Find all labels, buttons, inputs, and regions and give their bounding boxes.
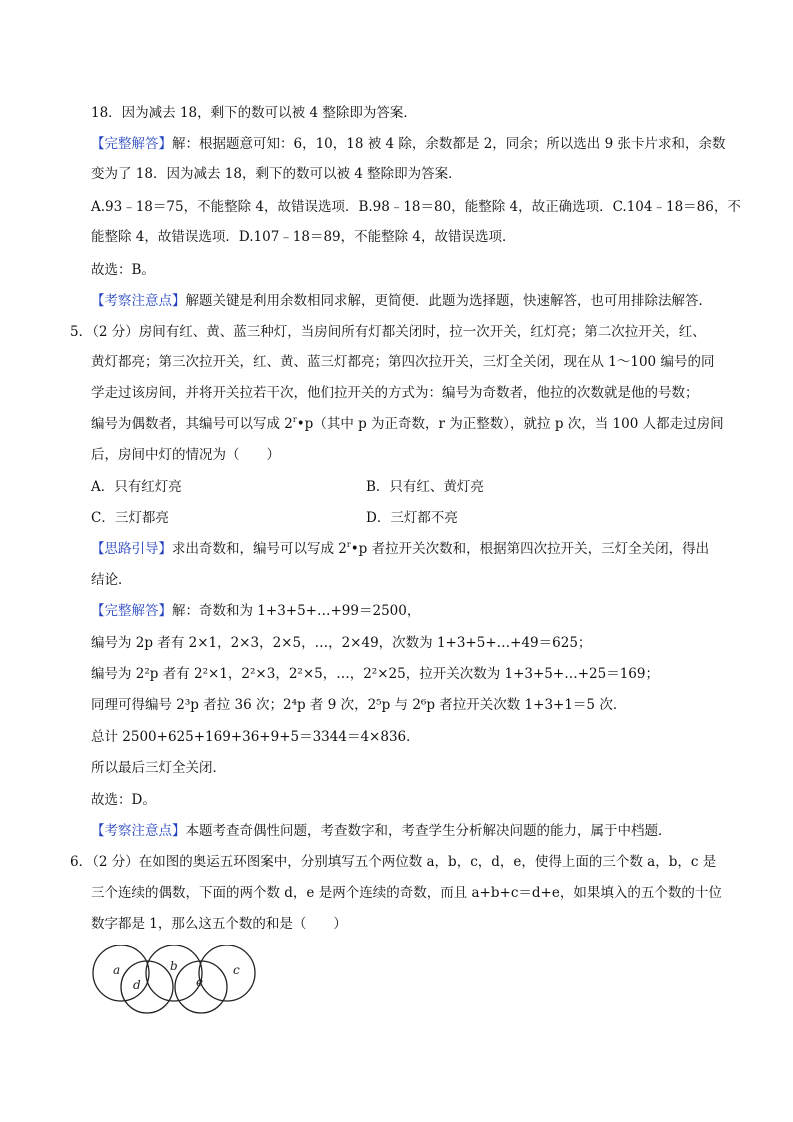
ring-b [146, 945, 202, 1001]
q5-stem-2: 黄灯都亮；第三次拉开关，红、黄、蓝三灯都亮；第四次拉开关，三灯全关闭，现在从 1～100 编号的同 [91, 354, 715, 370]
note-tag: 【考察注意点】 [91, 823, 186, 839]
ring-label-b: b [170, 959, 178, 973]
q5-stem-4 [91, 414, 724, 434]
q4-choice: 故选：B。 [91, 262, 155, 278]
q5-note [91, 821, 672, 841]
q5-answer-1 [91, 601, 420, 621]
q5-answer-6: 所以最后三灯全关闭． [91, 760, 226, 776]
note-tag: 【考察注意点】 [91, 293, 186, 309]
q4-answer-line-2: 变为了 18．因为减去 18，剩下的数可以被 4 整除即为答案． [91, 166, 462, 182]
q5-stem-1: 5．（2 分）房间有红、黄、蓝三种灯，当房间所有灯都关闭时，拉一次开关，红灯亮；第二次拉开关，红、 [70, 324, 706, 340]
q5-answer-2: 编号为 2p 者有 2×1，2×3，2×5，…，2×49，次数为 1+3+5+…+49＝625； [91, 635, 592, 651]
q5-hint-2: 结论． [91, 572, 132, 588]
q5-stem-4a: 编号为偶数者，其编号可以写成 2 [91, 416, 293, 432]
q5-stem-3: 学走过该房间，并将开关拉若干次，他们拉开关的方式为：编号为奇数者，他拉的次数就是他的号数； [91, 385, 699, 401]
ring-label-d: d [133, 978, 141, 992]
q5-answer-5: 总计 2500+625+169+36+9+5＝3344＝4×836． [91, 729, 420, 745]
ring-d [121, 961, 173, 1013]
q5-option-c: C．三灯都亮 [91, 510, 169, 526]
note-text: 解题关键是利用余数相同求解，更简便．此题为选择题，快速解答，也可用排除法解答． [185, 293, 712, 309]
q5-hint-1 [91, 539, 709, 559]
ring-label-e: e [196, 975, 204, 989]
hint-text-b: •p 者拉开关次数和，根据第四次拉开关，三灯全关闭，得出 [350, 541, 710, 557]
q4-answer-line-1 [91, 134, 725, 154]
q4-options-line-2: 能整除 4，故错误选项．D.107﹣18＝89，不能整除 4，故错误选项． [91, 229, 516, 245]
q5-answer-4: 同理可得编号 2³p 者拉 36 次；2⁴p 者 9 次，2⁵p 与 2⁶p 者拉开关次数 1+3+1＝5 次． [91, 697, 627, 713]
olympic-rings-figure [91, 945, 281, 1015]
q5-option-a: A．只有红灯亮 [91, 479, 182, 495]
q5-stem-5: 后，房间中灯的情况为（ ） [91, 447, 280, 463]
hint-tag: 【思路引导】 [91, 541, 172, 557]
answer-tag: 【完整解答】 [91, 603, 172, 619]
answer-text: 解：奇数和为 1+3+5+…+99＝2500， [172, 603, 421, 619]
hint-text-a: 求出奇数和，编号可以写成 2 [172, 541, 347, 557]
q4-options-line-1: A.93﹣18＝75，不能整除 4，故错误选项．B.98﹣18＝80，能整除 4，故正确选项．C.104﹣18＝86，不 [91, 199, 741, 215]
q5-option-b: B．只有红、黄灯亮 [366, 479, 484, 495]
note-text: 本题考查奇偶性问题，考查数字和，考查学生分析解决问题的能力，属于中档题． [185, 823, 672, 839]
answer-text: 解：根据题意可知：6，10，18 被 4 除，余数都是 2，同余；所以选出 9 张卡片求和，余数 [172, 136, 726, 152]
ring-label-a: a [113, 963, 121, 977]
q4-note [91, 291, 712, 311]
answer-tag: 【完整解答】 [91, 136, 172, 152]
ring-label-c: c [233, 963, 240, 977]
hint-sup: r [346, 540, 351, 549]
q5-option-d: D．三灯都不亮 [366, 510, 458, 526]
q5-choice: 故选：D。 [91, 792, 156, 808]
q5-answer-3: 编号为 2²p 者有 2²×1，2²×3，2²×5，…，2²×25，拉开关次数为 1+3+5+…+25＝169； [91, 666, 659, 682]
q5-stem-4-sup: r [292, 415, 297, 424]
q6-stem-3: 数字都是 1，那么这五个数的和是（ ） [91, 916, 347, 932]
q5-stem-4b: •p（其中 p 为正奇数，r 为正整数），就拉 p 次，当 100 人都走过房间 [296, 416, 724, 432]
q6-stem-1: 6．（2 分）在如图的奥运五环图案中，分别填写五个两位数 a，b，c，d，e，使得上面的三个数 a，b，c 是 [70, 854, 717, 870]
q6-stem-2: 三个连续的偶数，下面的两个数 d，e 是两个连续的奇数，而且 a+b+c＝d+e，如果填入的五个数的十位 [91, 885, 722, 901]
q4-intro: 18．因为减去 18，剩下的数可以被 4 整除即为答案． [91, 105, 417, 121]
